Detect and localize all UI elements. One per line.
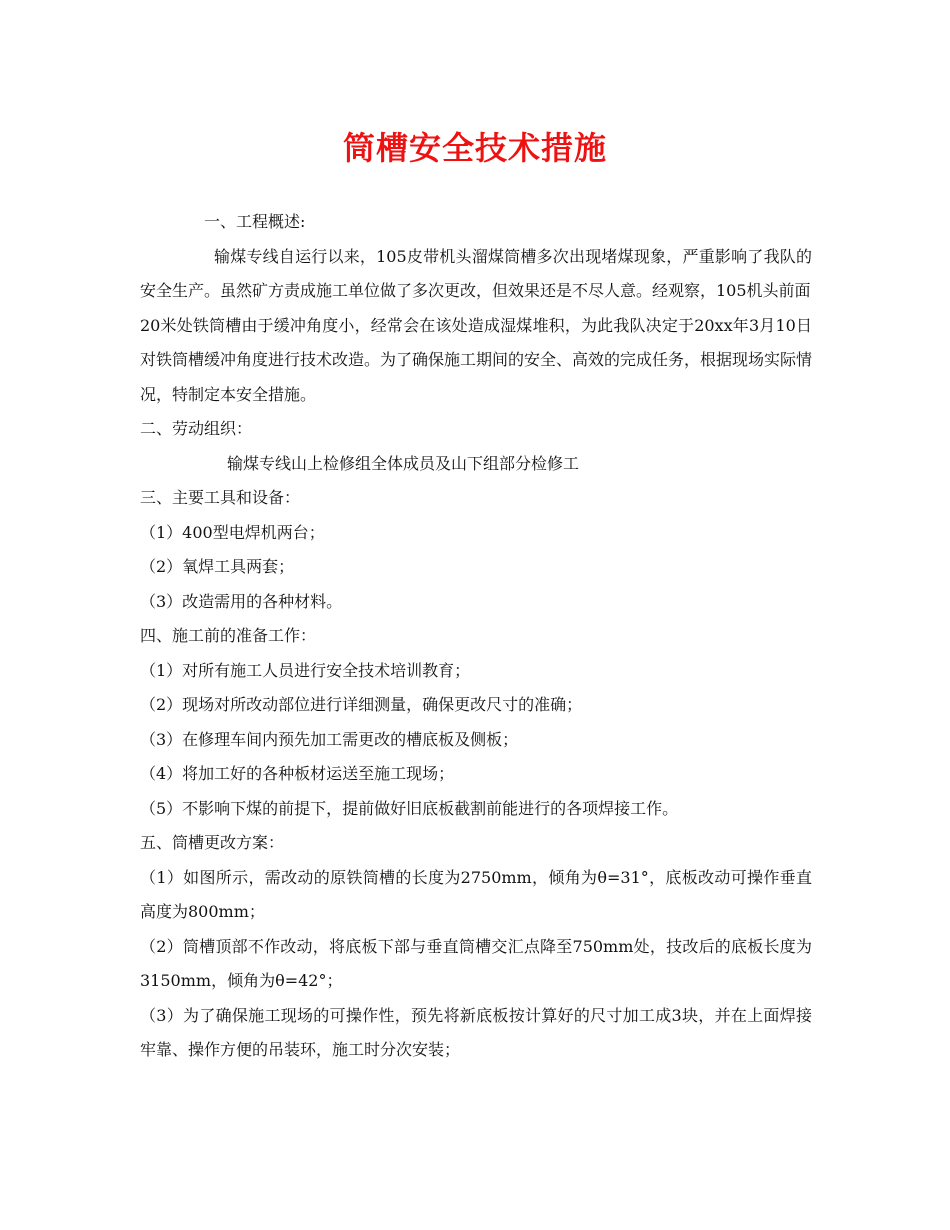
list-item: （1）对所有施工人员进行安全技术培训教育； [140, 660, 471, 680]
list-item: （1）如图所示，需改动的原铁筒槽的长度为2750mm，倾角为θ=31°，底板改动可操作垂直高度为800mm； [140, 867, 812, 921]
section-heading: 四、施工前的准备工作： [140, 626, 317, 645]
paragraph: 20米处铁筒槽由于缓冲角度小，经常会在该处造成湿煤堆积，为此我队决定于20xx年3月10日对铁筒槽缓冲角度进行技术改造。为了确保施工期间的安全、高效的完成任务，根据现场实际情况，特制定本安全措施。 [140, 315, 813, 404]
section-heading: 五、筒槽更改方案： [140, 833, 285, 852]
section-heading: 三、主要工具和设备： [140, 488, 301, 507]
list-item: （4）将加工好的各种板材运送至施工现场； [140, 764, 455, 783]
list-item: （3）在修理车间内预先加工需更改的槽底板及侧板； [140, 729, 519, 749]
list-item: （2）筒槽顶部不作改动，将底板下部与垂直筒槽交汇点降至750mm处，技改后的底板长度为3150mm，倾角为θ=42°； [140, 936, 812, 990]
list-item: （1）400型电焊机两台； [140, 522, 325, 542]
document-body [140, 205, 812, 1068]
section-heading: 一、工程概述: [204, 212, 306, 231]
list-item: （5）不影响下煤的前提下，提前做好旧底板截割前能进行的各项焊接工作。 [140, 798, 679, 818]
document-title: 筒槽安全技术措施 [342, 129, 607, 167]
paragraph: 输煤专线自运行以来，105皮带机头溜煤筒槽多次出现堵煤现象，严重影响了我队的安全生产。虽然矿方责成施工单位做了多次更改，但效果还是不尽人意。经观察，105机头前面 [140, 246, 812, 300]
list-item: （2）现场对所改动部位进行详细测量，确保更改尺寸的准确； [140, 695, 583, 714]
list-item: （2）氧焊工具两套； [140, 557, 295, 576]
paragraph: 输煤专线山上检修组全体成员及山下组部分检修工 [227, 453, 580, 473]
section-heading: 二、劳动组织： [140, 419, 253, 438]
list-item: （3）改造需用的各种材料。 [140, 591, 343, 611]
list-item: （3）为了确保施工现场的可操作性，预先将新底板按计算好的尺寸加工成3块，并在上面焊接牢靠、操作方便的吊装环，施工时分次安装； [140, 1005, 812, 1059]
